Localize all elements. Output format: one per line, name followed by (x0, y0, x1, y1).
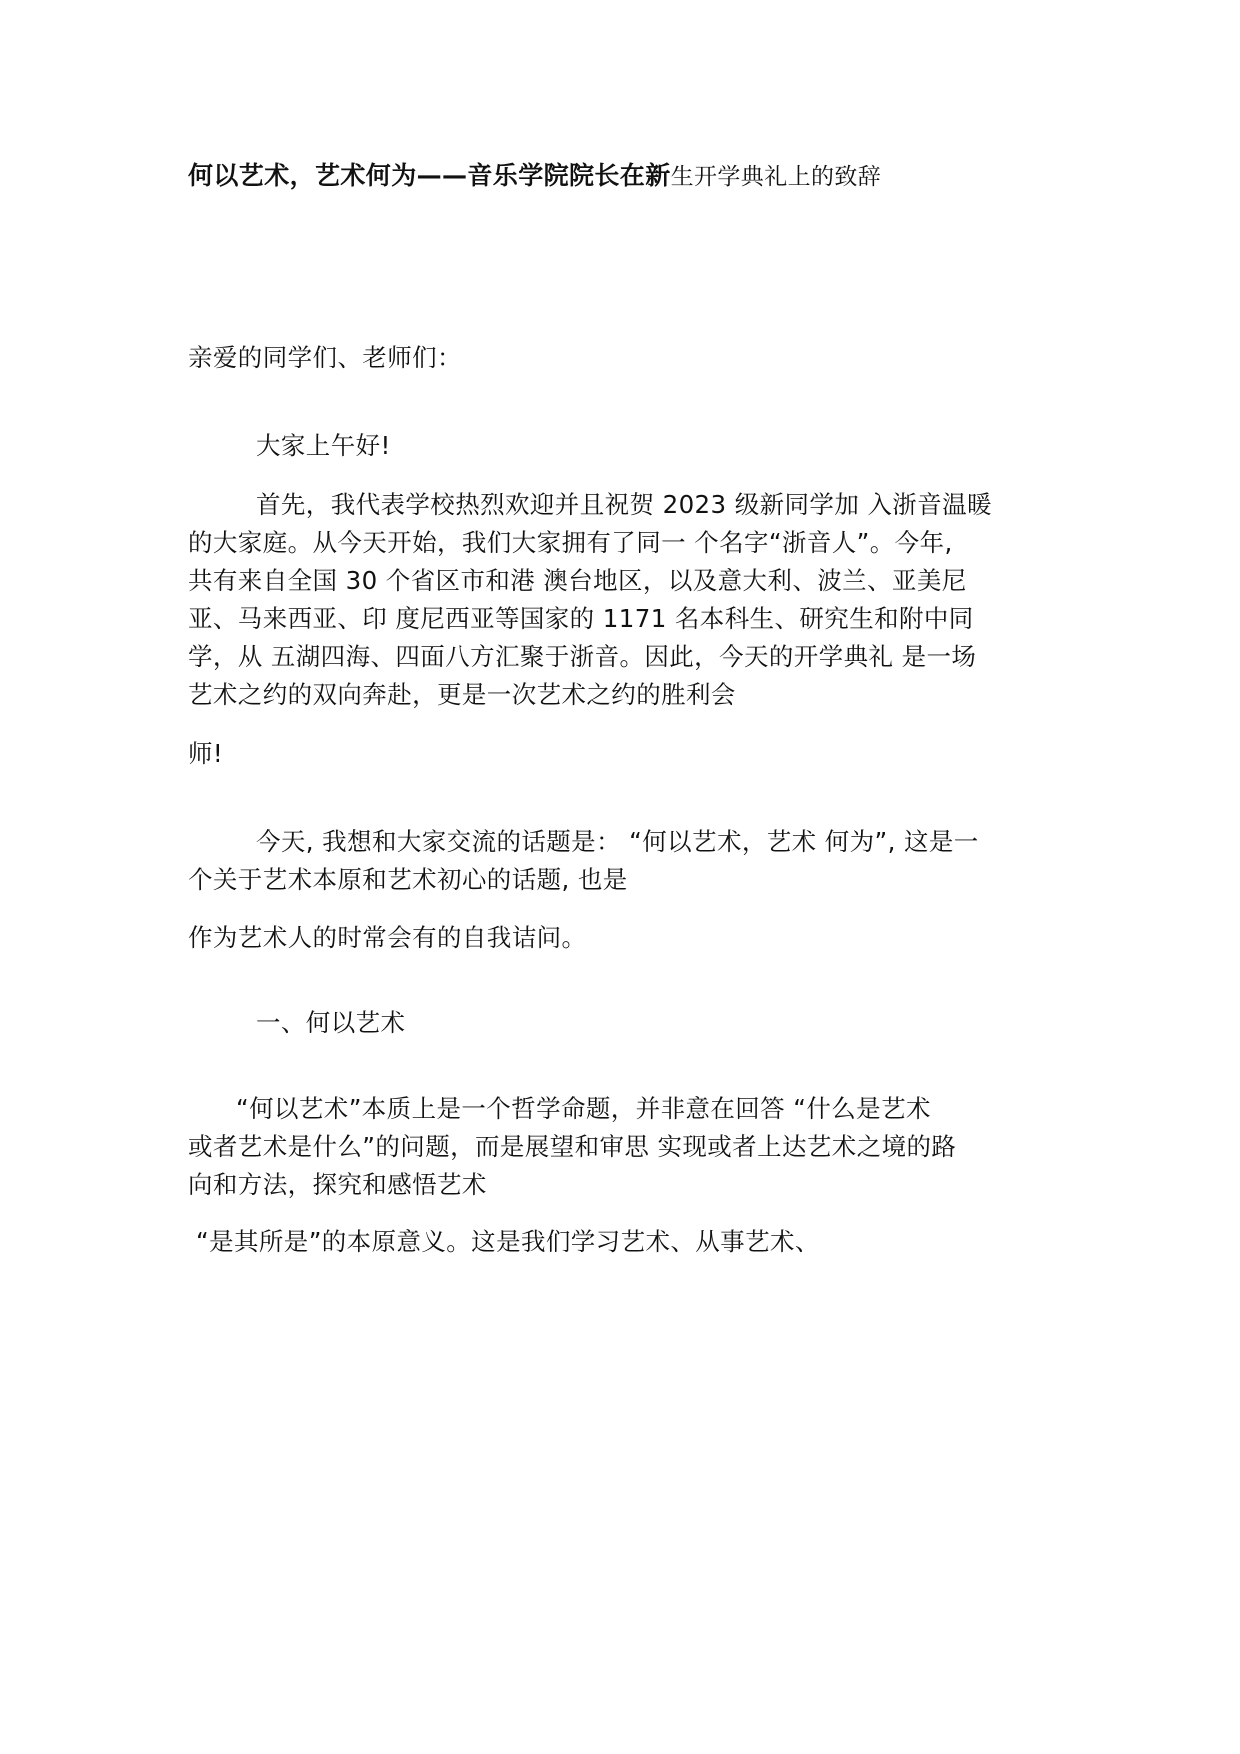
paragraph-3-line: 或者艺术是什么”的问题，而是展望和审思 实现或者上达艺术之境的路 (188, 1132, 957, 1161)
paragraph-1-line: 共有来自全国 30 个省区市和港 澳台地区，以及意大利、波兰、亚美尼 (188, 566, 967, 595)
paragraph-2-line: 今天, 我想和大家交流的话题是： “何以艺术，艺术 何为”, 这是一 (256, 827, 979, 856)
paragraph-2-line: 个关于艺术本原和艺术初心的话题, 也是 (188, 865, 628, 894)
section-heading: 一、何以艺术 (256, 1008, 406, 1037)
hello-line: 大家上午好! (256, 431, 391, 460)
paragraph-1-tail: 师! (188, 739, 224, 768)
title-normal-part: 生开学典礼上的致辞 (670, 164, 882, 190)
paragraph-1-line: 学，从 五湖四海、四面八方汇聚于浙音。因此，今天的开学典礼 是一场 (188, 642, 977, 671)
title-bold-part: 何以艺术，艺术何为——音乐学院院长在新 (188, 161, 671, 190)
greeting: 亲爱的同学们、老师们： (188, 343, 462, 372)
paragraph-3-line: 向和方法，探究和感悟艺术 (188, 1170, 487, 1199)
paragraph-3-line: “何以艺术”本质上是一个哲学命题，并非意在回答 “什么是艺术 (236, 1094, 931, 1123)
paragraph-1-line: 的大家庭。从今天开始，我们大家拥有了同一 个名字“浙音人”。今年, (188, 528, 953, 557)
document-title (188, 158, 881, 195)
paragraph-1-line: 艺术之约的双向奔赴，更是一次艺术之约的胜利会 (188, 680, 736, 709)
paragraph-1-line: 亚、马来西亚、印 度尼西亚等国家的 1171 名本科生、研究生和附中同 (188, 604, 974, 633)
paragraph-2-tail: 作为艺术人的时常会有的自我诘问。 (188, 923, 587, 952)
paragraph-1-line: 首先，我代表学校热烈欢迎并且祝贺 2023 级新同学加 入浙音温暖 (256, 490, 992, 519)
paragraph-3-tail: “是其所是”的本原意义。这是我们学习艺术、从事艺术、 (196, 1227, 820, 1256)
